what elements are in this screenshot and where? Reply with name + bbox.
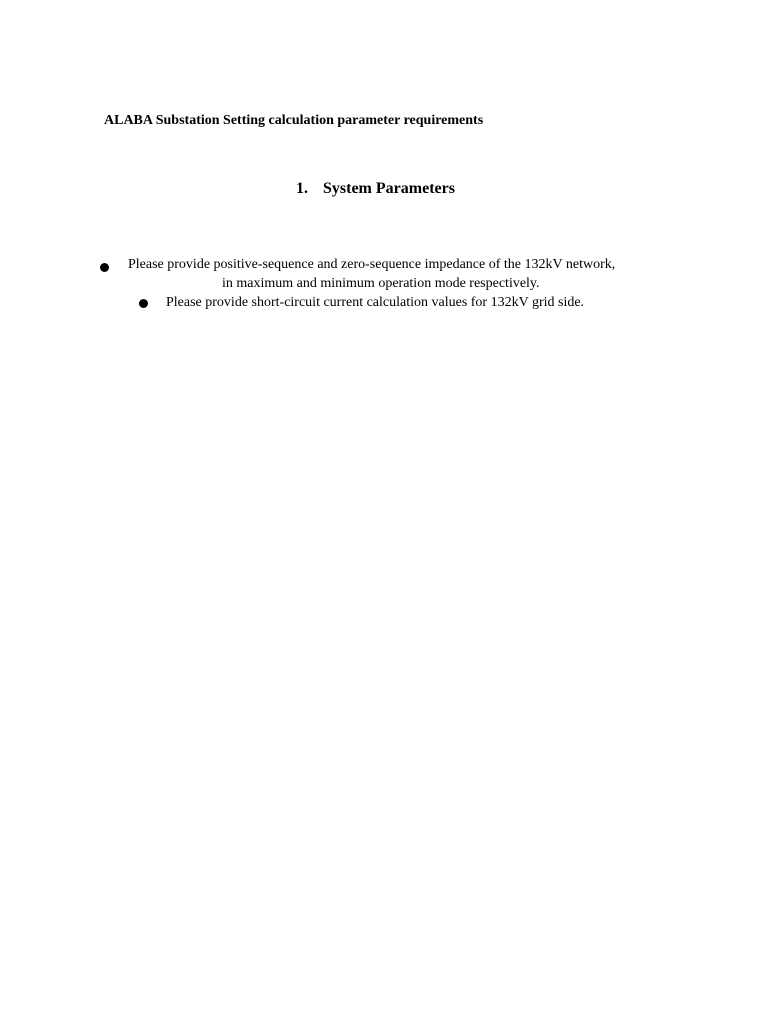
bullet-icon	[139, 299, 148, 308]
list-item-text: Please provide short-circuit current calculation values for 132kV grid side.	[166, 295, 585, 310]
document-title: ALABA Substation Setting calculation parameter requirements	[104, 113, 484, 128]
section-heading	[296, 180, 455, 198]
list-item-text: Please provide positive-sequence and zero-sequence impedance of the 132kV network,	[128, 257, 616, 272]
section-number: 1.	[296, 180, 308, 197]
section-title: System Parameters	[323, 180, 455, 197]
list-item-text-continued: in maximum and minimum operation mode respectively.	[222, 276, 540, 291]
bullet-icon	[100, 263, 109, 272]
